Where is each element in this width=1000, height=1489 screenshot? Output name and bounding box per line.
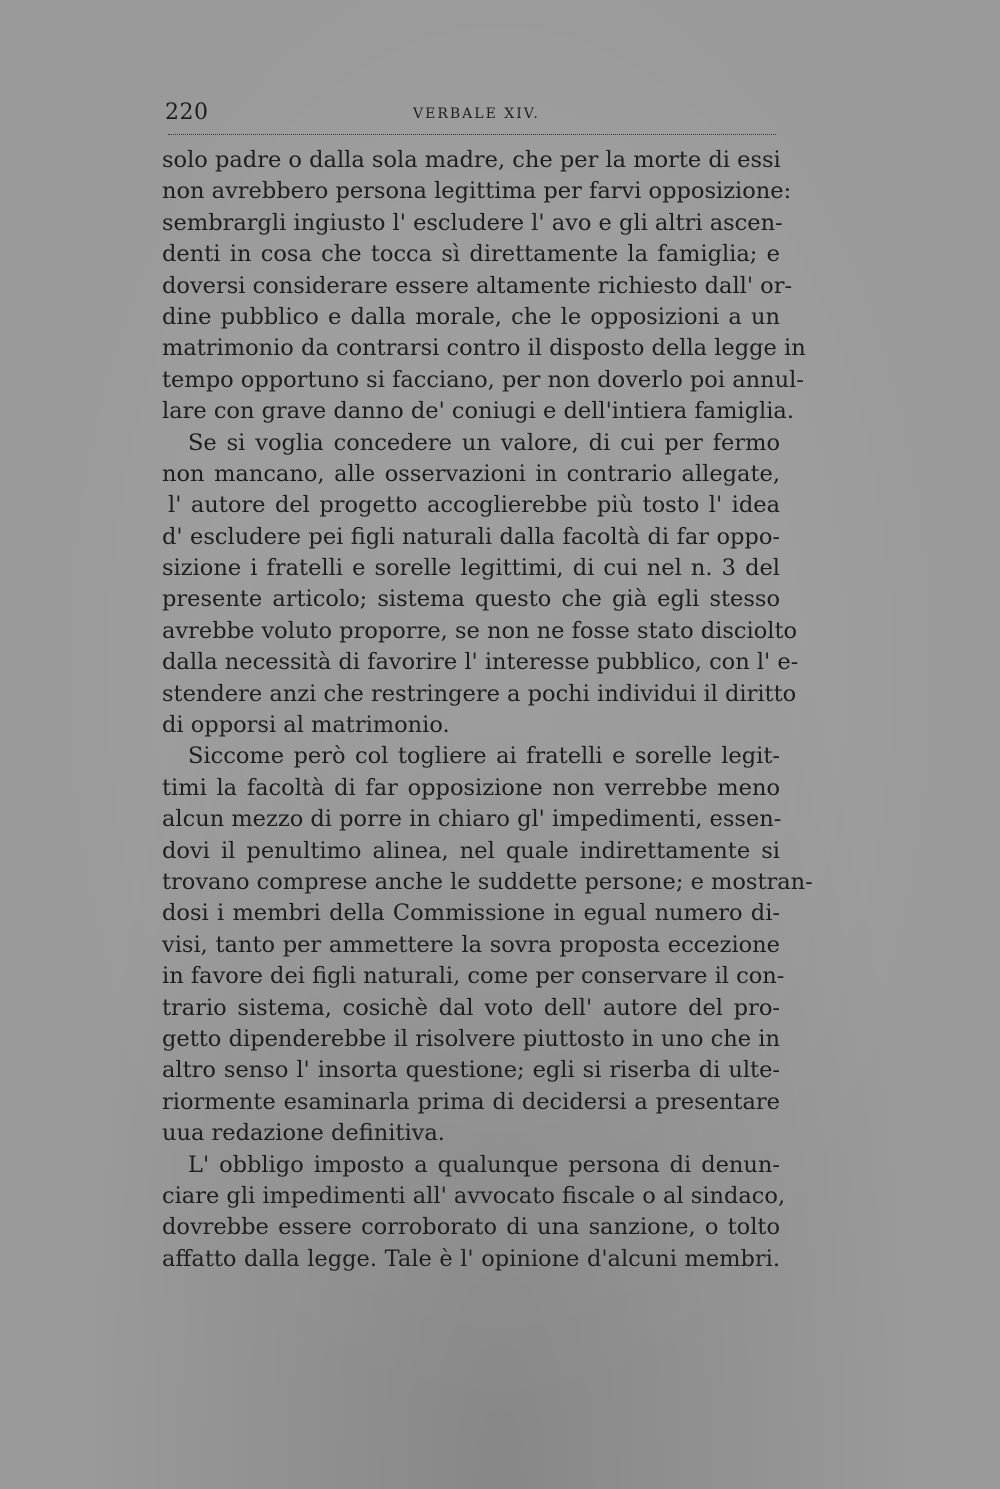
text-line: dovrebbe essere corroborato di una sanzione, o tolto [162,1214,780,1241]
text-line: affatto dalla legge. Tale è l' opinione d'alcuni membri. [162,1245,780,1272]
paragraph-end-line: uua redazione definitiva. [162,1120,445,1147]
text-line: denti in cosa che tocca sì direttamente la famiglia; e [162,241,780,268]
text-line: solo padre o dalla sola madre, che per la morte di essi [162,147,781,173]
text-line: lare con grave danno de' coniugi e dell'intiera famiglia. [162,398,794,425]
paragraph-start-line: L' obbligo imposto a qualunque persona di denun- [188,1151,780,1178]
text-line: altro senso l' insorta questione; egli si riserba di ulte- [162,1057,780,1084]
text-line: dosi i membri della Commissione in egual numero di- [162,900,780,927]
text-line: non avrebbero persona legittima per farvi opposizione: [162,178,792,205]
text-line: presente articolo; sistema questo che già egli stesso [162,586,780,613]
text-line: stendere anzi che restringere a pochi individui il diritto [162,680,797,707]
text-line: alcun mezzo di porre in chiaro gl' impedimenti, essen- [162,806,782,833]
text-line: tempo opportuno si facciano, per non doverlo poi annul- [162,366,804,393]
running-head [165,100,777,130]
text-line: avrebbe voluto proporre, se non ne fosse stato disciolto [162,617,798,644]
text-line: getto dipenderebbe il risolvere piuttosto in uno che in [162,1025,780,1052]
text-line: sembrargli ingiusto l' escludere l' avo e gli altri ascen- [162,209,783,236]
text-line: d' escludere pei figli naturali dalla facoltà di far oppo- [162,523,780,550]
text-line: trovano comprese anche le suddette persone; e mostran- [162,868,813,895]
text-line: matrimonio da contrarsi contro il disposto della legge in [162,335,806,362]
text-line: riormente esaminarla prima di decidersi a presentare [162,1088,780,1115]
text-line: dalla necessità di favorire l' interesse pubblico, con l' e- [162,649,799,676]
text-line: timi la facoltà di far opposizione non verrebbe meno [162,774,780,801]
text-line: visi, tanto per ammettere la sovra proposta eccezione [162,931,780,958]
page-number: 220 [165,100,209,125]
text-line: dine pubblico e dalla morale, che le opposizioni a un [162,303,780,330]
paragraph-end-line: di opporsi al matrimonio. [162,712,450,739]
body-text [162,145,813,1275]
text-line: trario sistema, cosichè dal voto dell' autore del pro- [162,994,780,1021]
text-line: in favore dei figli naturali, come per conservare il con- [162,963,785,990]
text-line: dovi il penultimo alinea, nel quale indirettamente si [162,837,780,864]
running-title: VERBALE XIV. [413,106,540,122]
text-line: non mancano, alle osservazioni in contrario allegate, [162,460,780,487]
text-line: l' autore del progetto accoglierebbe più tosto l' idea [168,492,780,519]
text-line: doversi considerare essere altamente richiesto dall' or- [162,272,793,299]
paragraph-start-line: Siccome però col togliere ai fratelli e sorelle legit- [188,743,780,770]
text-line: sizione i fratelli e sorelle legittimi, di cui nel n. 3 del [162,555,780,582]
header-rule [168,134,776,135]
paragraph-start-line: Se si voglia concedere un valore, di cui per fermo [188,429,780,456]
text-line: ciare gli impedimenti all' avvocato fiscale o al sindaco, [162,1182,786,1209]
